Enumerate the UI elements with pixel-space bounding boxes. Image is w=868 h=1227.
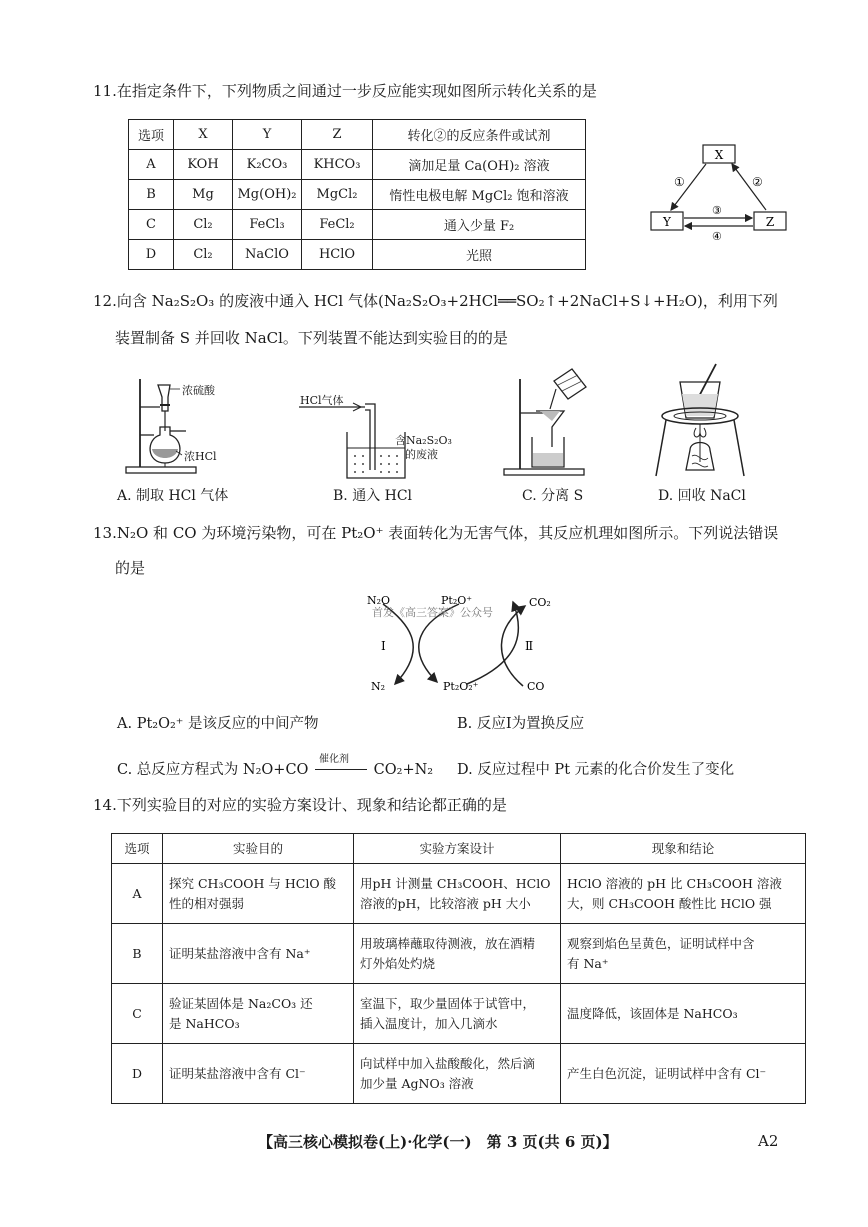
cell-line: 是 NaHCO₃ — [169, 1015, 240, 1031]
table-cell — [163, 984, 354, 1044]
table-cell: 惰性电极电解 MgCl₂ 饱和溶液 — [373, 180, 586, 210]
table-cell — [354, 864, 561, 924]
q13-option-d: D. 反应过程中 Pt 元素的化合价发生了变化 — [457, 762, 735, 778]
equation-bar — [315, 769, 367, 770]
label-waste-2: 的废液 — [405, 448, 438, 461]
table-row — [112, 984, 806, 1044]
q13-option-a: A. Pt₂O₂⁺ 是该反应的中间产物 — [117, 716, 319, 732]
table-cell — [163, 1044, 354, 1104]
arc-co-to-co2 — [501, 606, 525, 686]
cell-line: 温度降低，该固体是 NaHCO₃ — [567, 1005, 738, 1021]
label-waste-1: 含Na₂S₂O₃ — [395, 434, 452, 447]
table-cell: A — [129, 150, 174, 180]
table-cell: A — [112, 864, 163, 924]
table-cell: K₂CO₃ — [233, 150, 302, 180]
table-cell: 滴加足量 Ca(OH)₂ 溶液 — [373, 150, 586, 180]
table-header-row — [112, 834, 806, 864]
label-n2: N₂ — [371, 680, 386, 693]
apparatus-d — [650, 358, 750, 482]
table-cell — [163, 924, 354, 984]
catalyst-label: 催化剂 — [319, 754, 350, 765]
table-row — [129, 150, 586, 180]
table-cell: 光照 — [373, 240, 586, 270]
table-header-cell: 选项 — [112, 834, 163, 864]
table-cell: KHCO₃ — [302, 150, 373, 180]
table-cell: HClO — [302, 240, 373, 270]
label-2: ② — [752, 175, 763, 189]
table-cell: NaClO — [233, 240, 302, 270]
table-header-cell: X — [174, 120, 233, 150]
cell-line: 探究 CH₃COOH 与 HClO 酸 — [169, 875, 337, 891]
caption-b: B. 通入 HCl — [333, 488, 413, 504]
table-header-cell: 实验目的 — [163, 834, 354, 864]
cell-line: 室温下，取少量固体于试管中， — [360, 995, 536, 1011]
label-x: X — [714, 148, 724, 162]
caption-c: C. 分离 S — [522, 488, 584, 504]
cell-line: 用pH 计测量 CH₃COOH、HClO — [360, 875, 551, 891]
table-cell: KOH — [174, 150, 233, 180]
label-co2: CO₂ — [529, 596, 551, 609]
table-row — [129, 240, 586, 270]
q13-stem-line1: 13.N₂O 和 CO 为环境污染物，可在 Pt₂O⁺ 表面转化为无害气体，其反应机理如图所示。下列说法错误 — [93, 524, 779, 542]
catalyst-arrow — [313, 754, 369, 778]
table-cell: C — [112, 984, 163, 1044]
cell-line: 加少量 AgNO₃ 溶液 — [360, 1075, 474, 1091]
q14-table — [111, 833, 806, 1104]
label-y: Y — [663, 215, 671, 229]
table-header-cell: Y — [233, 120, 302, 150]
cell-line: 溶液的pH，比较溶液 pH 大小 — [360, 895, 531, 911]
cell-line: 用玻璃棒蘸取待测液，放在酒精 — [360, 935, 536, 951]
table-row — [112, 924, 806, 984]
table-header-cell: 选项 — [129, 120, 174, 150]
label-reaction-2: Ⅱ — [525, 639, 534, 653]
table-row — [129, 210, 586, 240]
table-cell: B — [112, 924, 163, 984]
cell-line: 验证某固体是 Na₂CO₃ 还 — [169, 995, 313, 1011]
table-cell: Mg(OH)₂ — [233, 180, 302, 210]
table-cell: MgCl₂ — [302, 180, 373, 210]
table-cell: B — [129, 180, 174, 210]
table-cell: Cl₂ — [174, 240, 233, 270]
q14-stem: 14.下列实验目的对应的实验方案设计、现象和结论都正确的是 — [93, 796, 507, 814]
label-co: CO — [527, 680, 545, 693]
q13-option-b: B. 反应Ⅰ为置换反应 — [457, 716, 585, 732]
table-row — [129, 180, 586, 210]
label-reaction-1: I — [381, 639, 386, 653]
label-z: Z — [765, 215, 775, 229]
table-header-cell: 现象和结论 — [561, 834, 806, 864]
q13-option-c-right: CO₂+N₂ — [373, 762, 434, 778]
table-cell — [561, 984, 806, 1044]
table-row — [112, 1044, 806, 1104]
table-cell: Cl₂ — [174, 210, 233, 240]
table-cell: FeCl₃ — [233, 210, 302, 240]
q11-stem: 11.在指定条件下，下列物质之间通过一步反应能实现如图所示转化关系的是 — [93, 82, 597, 100]
q11-table — [128, 119, 586, 270]
table-cell: D — [129, 240, 174, 270]
cell-line: 证明某盐溶液中含有 Cl⁻ — [169, 1065, 306, 1081]
page-footer: 【高三核心模拟卷(上)·化学(一) 第 3 页(共 6 页)】 — [258, 1133, 618, 1151]
cell-line: 产生白色沉淀，证明试样中含有 Cl⁻ — [567, 1065, 767, 1081]
cell-line: 证明某盐溶液中含有 Na⁺ — [169, 945, 311, 961]
cell-line: 观察到焰色呈黄色，证明试样中含 — [567, 935, 755, 951]
paper-code: A2 — [758, 1132, 779, 1150]
caption-a: A. 制取 HCl 气体 — [117, 488, 229, 504]
table-row — [112, 864, 806, 924]
table-cell: FeCl₂ — [302, 210, 373, 240]
q13-stem-line2: 的是 — [115, 559, 146, 577]
cell-line: 大，则 CH₃COOH 酸性比 HClO 强 — [567, 895, 772, 911]
table-cell: D — [112, 1044, 163, 1104]
cell-line: 有 Na⁺ — [567, 955, 609, 971]
table-cell — [354, 924, 561, 984]
cell-line: 插入温度计，加入几滴水 — [360, 1015, 498, 1031]
cell-line: 灯外焰处灼烧 — [360, 955, 436, 971]
cell-line: HClO 溶液的 pH 比 CH₃COOH 溶液 — [567, 875, 782, 891]
table-cell: Mg — [174, 180, 233, 210]
q12-stem-line1: 12.向含 Na₂S₂O₃ 的废液中通入 HCl 气体(Na₂S₂O₃+2HCl══SO₂↑+2NaCl+S↓+H₂O)，利用下列 — [93, 292, 778, 310]
q13-option-c-left: C. 总反应方程式为 N₂O+CO — [117, 762, 309, 778]
label-1: ① — [674, 175, 685, 189]
table-cell — [354, 984, 561, 1044]
table-cell — [354, 1044, 561, 1104]
table-cell — [163, 864, 354, 924]
q13-option-c — [117, 754, 434, 779]
watermark-text: 首发《高三答案》公众号 — [372, 606, 493, 619]
label-4: ④ — [712, 230, 722, 240]
table-header-cell: 实验方案设计 — [354, 834, 561, 864]
apparatus-c — [500, 365, 600, 480]
label-hcl-gas: HCl气体 — [300, 394, 344, 407]
xyz-cycle-diagram — [640, 140, 800, 240]
label-3: ③ — [712, 204, 722, 217]
cell-line: 向试样中加入盐酸酸化，然后滴 — [360, 1055, 536, 1071]
table-cell — [561, 924, 806, 984]
table-cell — [561, 864, 806, 924]
label-pt2o: Pt₂O⁺ — [441, 594, 473, 607]
label-n2o: N₂O — [367, 594, 391, 607]
table-cell: C — [129, 210, 174, 240]
caption-d: D. 回收 NaCl — [658, 488, 746, 504]
label-pt2o2: Pt₂O₂⁺ — [443, 680, 479, 693]
table-cell: 通入少量 F₂ — [373, 210, 586, 240]
table-cell — [561, 1044, 806, 1104]
label-conc-h2so4: 浓硫酸 — [182, 384, 215, 397]
table-header-cell: Z — [302, 120, 373, 150]
label-conc-hcl: 浓HCl — [184, 450, 217, 463]
table-header-cell: 转化②的反应条件或试剂 — [373, 120, 586, 150]
table-header-row — [129, 120, 586, 150]
cell-line: 性的相对强弱 — [169, 895, 245, 911]
q12-stem-line2: 装置制备 S 并回收 NaCl。下列装置不能达到实验目的的是 — [115, 329, 508, 347]
